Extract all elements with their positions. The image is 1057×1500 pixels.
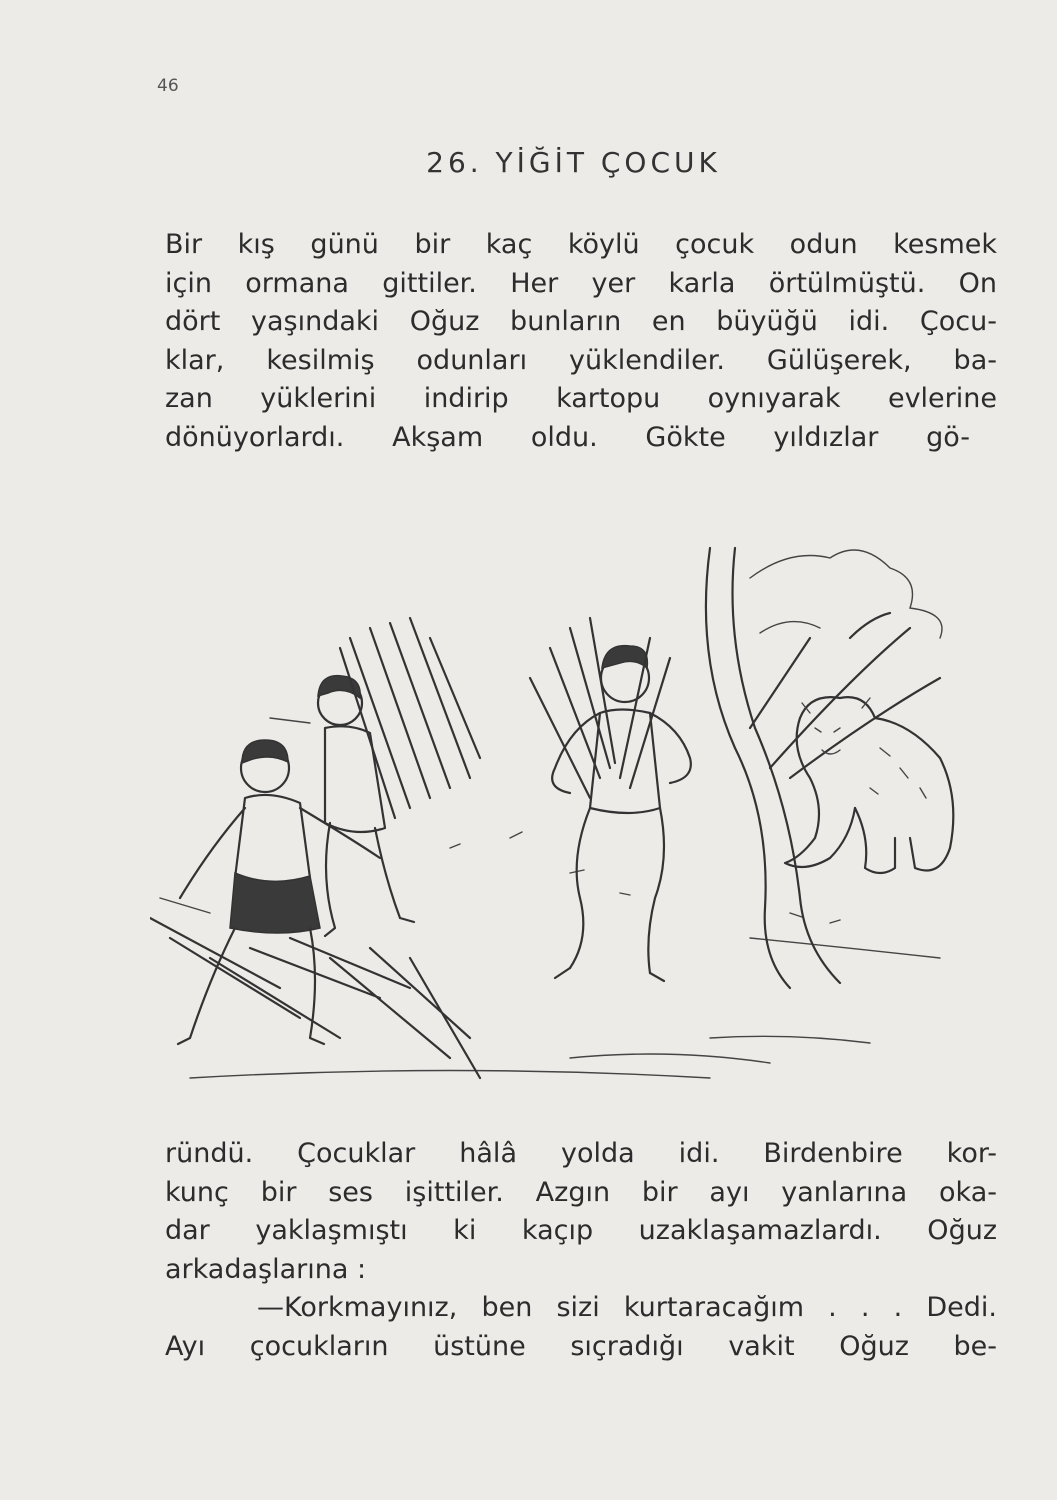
text-line: dört yaşındaki Oğuz bunların en büyüğü idi. Çocu- xyxy=(165,306,997,337)
paragraph-2 xyxy=(165,1135,997,1366)
text-line: için ormana gittiler. Her yer karla örtülmüştü. On xyxy=(165,267,997,299)
illustration-drawing xyxy=(150,518,1000,1098)
text-line: klar, kesilmiş odunları yüklendiler. Gülüşerek, ba- xyxy=(165,344,997,376)
illustration-boys-and-bear xyxy=(150,518,1000,1098)
text-line: ründü. Çocuklar hâlâ yolda idi. Birdenbire kor- xyxy=(165,1138,997,1169)
text-line: Bir kış günü bir kaç köylü çocuk odun kesmek xyxy=(165,229,997,260)
text-line: —Korkmayınız, ben sizi kurtaracağım . . . Dedi. xyxy=(257,1292,997,1323)
text-line: zan yüklerini indirip kartopu oynıyarak evlerine xyxy=(165,383,997,414)
text-line: dar yaklaşmıştı ki kaçıp uzaklaşamazlardı. Oğuz xyxy=(165,1215,997,1246)
text-line: Ayı çocukların üstüne sıçradığı vakit Oğuz be- xyxy=(165,1330,997,1362)
text-line: arkadaşlarına : xyxy=(165,1253,367,1285)
text-line: kunç bir ses işittiler. Azgın bir ayı yanlarına oka- xyxy=(165,1176,997,1208)
paragraph-1 xyxy=(165,226,997,457)
text-line: dönüyorlardı. Akşam oldu. Gökte yıldızlar gö- xyxy=(165,421,970,453)
page-number: 46 xyxy=(157,76,179,96)
chapter-title: 26. YİĞİT ÇOCUK xyxy=(426,146,721,179)
